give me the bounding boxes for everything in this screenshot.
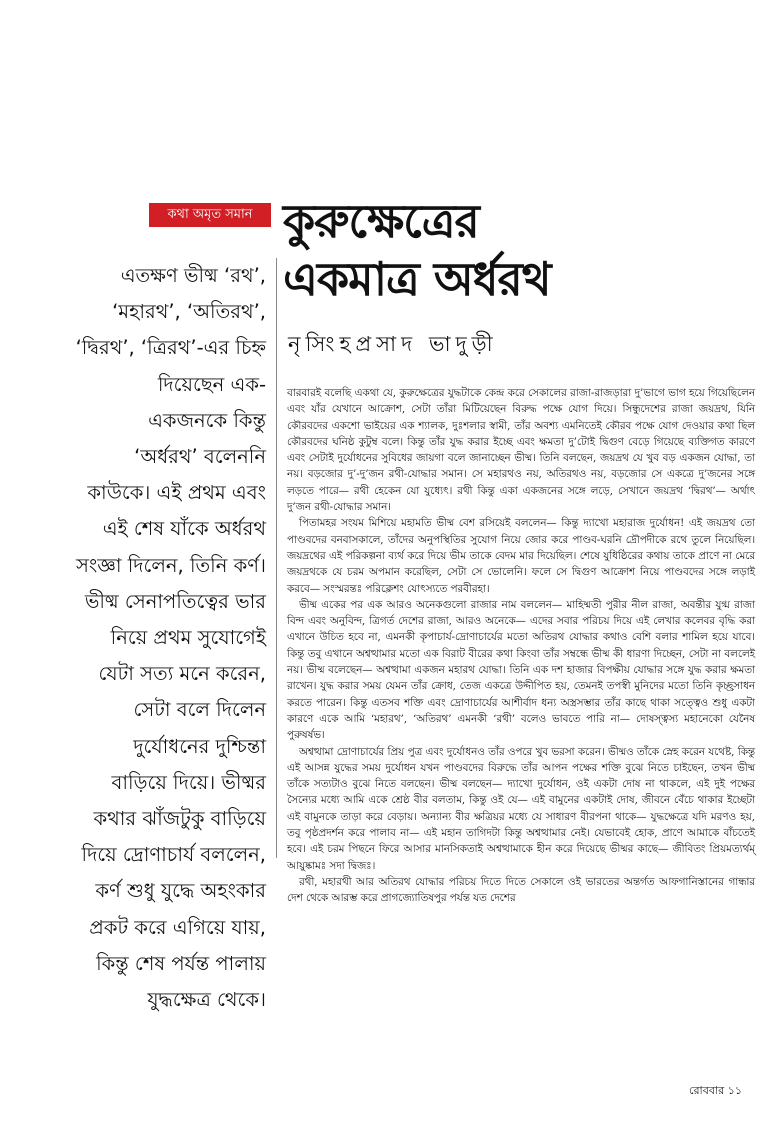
pull-quote-line: এতক্ষণ ভীষ্ম ‘রথ’,	[120, 264, 266, 287]
pull-quote-line: দুর্যোধনের দুশ্চিন্তা	[133, 734, 266, 758]
pull-quote-line: একজনকে কিন্তু	[148, 408, 266, 432]
pull-quote-line: যুদ্ধক্ষেত্র থেকে।	[147, 988, 266, 1012]
pull-quote-line: নিয়ে প্রথম সুযোগেই	[110, 626, 266, 650]
article-paragraph: রথী, মহারথী আর অতিরথ যোদ্ধার পরিচয় দিতে দিতে সেকালে ওই ভারতের অন্তর্গত আফগানিস্তানের গান্ধার দেশ থেকে আরম্ভ করে প্রাগজ্যোতিষপুর পর্যন্ত যত দেশের	[287, 875, 755, 905]
pull-quote-line: দিয়ে দ্রোণাচার্য বললেন,	[81, 843, 266, 867]
page-title	[283, 192, 753, 308]
pull-quote	[44, 258, 266, 1018]
section-tag: কথা অমৃত সমান	[149, 203, 271, 227]
article-paragraph: অশ্বত্থামা দ্রোণাচার্যের প্রিয় পুত্র এবং দুর্যোধনও তাঁর ওপরে খুব ভরসা করেন। ভীষ্মও তাঁকে স্নেহ করেন যথেষ্ট, কিন্তু এই আসন্ন যুদ্ধের সময় দুর্যোধন যখন পাণ্ডবদের বিরুদ্ধে তাঁর আপন পক্ষের শক্তি বুঝে নিতে চাইছেন, তখন ভীষ্ম তাঁকে সত্যটাও বুঝে নিতে বলছেন। ভীষ্ম বলছেন— দ্যাখো দুর্যোধন, ওই একটা দোষ না থাকলে, এই দুই পক্ষের সৈন্যের মধ্যে আমি একে শ্রেষ্ঠ বীর বলতাম, কিন্তু ওই যে— এই বামুনের একটাই দোষ, জীবনে বেঁচে থাকার ইচ্ছেটা এই বামুনকে তাড়া করে বেড়ায়। অন্যান্য বীর ক্ষত্রিয়র মধ্যে যে সাধারণ বীরপনা থাকে— যুদ্ধক্ষেত্রে যদি মরণও হয়, তবু পৃষ্ঠপ্রদর্শন করে পালাব না— এই মহান তাগিদটা কিন্তু অশ্বত্থামার নেই। যেভাবেই হোক, প্রাণে আমাকে বাঁচতেই হবে। এই চরম পিছনে ফিরে আসার মানসিকতাই অশ্বত্থামাকে হীন করে দিয়েছে ভীষ্মর কাছে— জীবিতং প্রিয়মত্যর্থম্‌ আয়ুষ্কামঃ সদা দ্বিজঃ।	[287, 745, 755, 872]
pull-quote-line: প্রকট করে এগিয়ে যায়,	[89, 915, 266, 939]
pull-quote-line: বাড়িয়ে দিয়ে। ভীষ্মর	[111, 770, 266, 794]
article-paragraph: বারবারই বলেছি একথা যে, কুরুক্ষেত্রের যুদ্ধটাকে কেন্দ্র করে সেকালের রাজা-রাজড়ারা দু’ভাগে ভাগ হয়ে গিয়েছিলেন এবং যাঁর যেখানে আক্রোশ, সেটা তাঁরা মিটিয়েছেন বিরুদ্ধ পক্ষে যোগ দিয়ে। সিন্ধুদেশের রাজা জয়দ্রথ, যিনি কৌরবদের একশো ভাইয়ের এক শ্যালক, দুঃশলার স্বামী, তাঁর অবশ্য এমনিতেই কৌরব পক্ষে যোগ দেওয়ার কথা ছিল কৌরবদের ঘনিষ্ঠ কুটুম্ব বলে। কিন্তু তাঁর যুদ্ধ করার ইচ্ছে এবং ক্ষমতা দু’টোই দ্বিগুণ বেড়ে গিয়েছে ব্যক্তিগত কারণে এবং সেটাই দুর্যোধনের সুবিধের জায়গা বলে জানাচ্ছেন ভীষ্ম। তিনি বলছেন, জয়দ্রথ যে খুব বড় একজন যোদ্ধা, তা নয়। বড়জোর দু’-দু’জন রথী-যোদ্ধার সমান। সে মহারথও নয়, অতিরথও নয়, বড়জোর সে একত্রে দু’জনের সঙ্গে লড়তে পারে— রথী হেকেন যো যুধ্যেৎ। রথী কিন্তু একা একজনের সঙ্গে লড়ে, সেখানে জয়দ্রথ ‘দ্বিরথ’— অর্থাৎ দু’জন রথী-যোদ্ধার সমান।	[287, 387, 755, 514]
page-footer: রোববার ১১	[689, 1084, 742, 1097]
pull-quote-line: ‘মহারথ’, ‘অতিরথ’,	[112, 300, 266, 324]
pull-quote-line: কিন্তু শেষ পর্যন্ত পালায়	[96, 951, 266, 975]
column-divider	[276, 258, 277, 858]
pull-quote-line: ভীষ্ম সেনাপতিত্বের ভার	[84, 589, 266, 613]
pull-quote-line: কর্ণ শুধু যুদ্ধে অহংকার	[95, 879, 266, 903]
pull-quote-line: এই শেষ যাঁকে অর্ধরথ	[102, 517, 266, 541]
pull-quote-line: সংজ্ঞা দিলেন, তিনি কর্ণ।	[75, 553, 266, 577]
pull-quote-line: সেটা বলে দিলেন	[133, 698, 266, 722]
author-byline: নৃসিংহপ্রসাদ ভাদুড়ী	[288, 332, 498, 356]
pull-quote-line: দিয়েছেন এক-	[157, 372, 266, 396]
pull-quote-line: ‘অর্ধরথ’ বলেননি	[134, 445, 266, 469]
pull-quote-line: কথার ঝাঁজটুকু বাড়িয়ে	[93, 807, 266, 831]
pull-quote-line: ‘দ্বিরথ’, ‘ত্রিরথ’-এর চিহ্ন	[75, 336, 266, 360]
article-paragraph: ভীষ্ম একের পর এক আরও অনেকগুলো রাজার নাম বললেন— মাহিষ্মতী পুরীর নীল রাজা, অবন্তীর যুগ্ম রাজা বিন্দ এবং অনুবিন্দ, ত্রিগর্ত দেশের রাজা, আরও অনেকে— এদের সবার পরিচয় দিয়ে এই লেখার কলেবর বৃদ্ধি করা এখানে উচিত হবে না, এমনকী কৃপাচার্য-দ্রোণাচার্যের মতো অতিরথ যোদ্ধার কথাও বেশি বলার শামিল হয়ে যাবে। কিন্তু তবু এখানে অশ্বত্থামার মতো এক বিরাট বীরের কথা কিংবা তাঁর সম্বন্ধে ভীষ্ম কী ধারণা দিচ্ছেন, সেটা না বললেই নয়। ভীষ্ম বলেছেন— অশ্বত্থামা একজন মহারথ যোদ্ধা। তিনি এক দশ হাজার বিপক্ষীয় যোদ্ধার সঙ্গে যুদ্ধ করার ক্ষমতা রাখেন। যুদ্ধ করার সময় যেমন তাঁর ক্রোধ, তেজ একত্রে উদ্দীপিত হয়, তেমনই তপস্বী মুনিদের মতো তিনি কৃচ্ছ্রসাধন করতে পারেন। কিন্তু এতসব শক্তি এবং দ্রোণাচার্যের আশীর্বাদ ধন্য অস্ত্রসম্ভার তাঁর কাছে থাকা সত্ত্বেও শুধু একটা কারণে একে আমি ‘মহারথ’, ‘অতিরথ’ এমনকী ‘রথী’ বলেও ভাবতে পারি না— দোষস্ত্বস্য মহানেকো যেনৈষ পুরুষর্ষভ।	[287, 598, 755, 742]
article-paragraph: পিতামহর সংযম মিশিয়ে মহামতি ভীষ্ম বেশ রসিয়েই বললেন— কিন্তু দ্যাখো মহারাজ দুর্যোধন! এই জয়দ্রথ তো পাণ্ডবদের বনবাসকালে, তাঁদের অনুপস্থিতির সুযোগ নিয়ে জোর করে পাণ্ডব-ঘরনি দ্রৌপদীকে রথে তুলে নিয়েছিল। জয়দ্রথের এই পরিকল্পনা ব্যর্থ করে দিয়ে ভীম তাকে বেদম মার দিয়েছিল। শেষে যুধিষ্ঠিরের কথায় তাকে প্রাণে না মেরে জয়দ্রথকে যে চরম অপমান করেছিল, সেটা সে ভোলেনি। ফলে সে দ্বিগুণ আক্রোশ নিয়ে পাণ্ডবদের সঙ্গে লড়াই করবে— সংস্মরন্তঃ পরিক্লেশং যোৎস্যতে পরবীরহা।	[287, 517, 756, 595]
pull-quote-line: কাউকে। এই প্রথম এবং	[87, 481, 266, 505]
title-line-1: কুরুক্ষেত্রের	[283, 194, 479, 248]
title-line-2: একমাত্র অর্ধরথ	[283, 252, 551, 306]
pull-quote-line: যেটা সত্য মনে করেন,	[98, 662, 266, 686]
article-body	[287, 385, 755, 907]
